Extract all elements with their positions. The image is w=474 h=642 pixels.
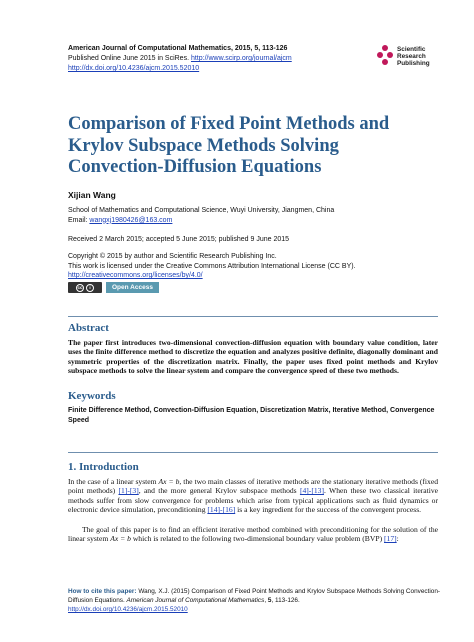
email-label: Email: (68, 216, 90, 224)
p1-text-e: is a key ingredient for the success of the convergent process. (235, 505, 422, 515)
publisher-logo (376, 44, 456, 70)
citation-text-a: Wang, X.J. (2015) Comparison of Fixed Point Methods and Krylov Subspace Methods Solving Convection-Diffusion Equations. (68, 588, 441, 604)
by-icon: i (86, 284, 94, 292)
title-line-2: Krylov Subspace Methods Solving (68, 135, 339, 156)
logo-line-1: Scientific (397, 46, 426, 53)
journal-header (68, 44, 292, 74)
author-name: Xijian Wang (68, 190, 116, 200)
p1-text-c: , and the more general Krylov subspace methods (138, 486, 300, 496)
p2-text-c: : (396, 534, 399, 544)
license-badges (68, 282, 159, 294)
open-access-badge: Open Access (106, 282, 159, 293)
cc-by-badge[interactable] (68, 282, 102, 293)
published-line (68, 54, 292, 64)
citation-doi-link[interactable]: http://dx.doi.org/10.4236/ajcm.2015.52010 (68, 606, 188, 613)
title-line-3: Convection-Diffusion Equations (68, 157, 322, 177)
abstract-text: The paper first introduces two-dimensional convection-diffusion equation with boundary value condition, later uses the finite difference method to discretize the equation and analyzes positive definite, diagonally dominant and symmetric properties of the discretization matrix. Finally, the paper uses fixed point methods and Krylov subspace methods to solve the linear system and compare the convergence speed of these two methods. (68, 338, 438, 375)
intro-paragraph-1 (68, 477, 438, 515)
p1-text-b: , the two main classes of iterative methods are the stationary iterative methods (fixed point methods) (68, 477, 438, 496)
copyright-line: Copyright © 2015 by author and Scientific Research Publishing Inc. (68, 253, 277, 260)
citation-block (68, 587, 440, 614)
email-link[interactable]: wangxj1980426@163.com (89, 216, 173, 224)
publisher-logo-text (397, 46, 430, 67)
citation-text-c: , 113-126. (271, 597, 300, 604)
p1-text-d: . When these two classical iterative methods suffer from slow convergence for problems which arise from typical applications such as fluid dynamics or electronic device simulation, preconditioning (68, 486, 438, 515)
cc-icon: cc (77, 284, 83, 290)
received-dates: Received 2 March 2015; accepted 5 June 2015; published 9 June 2015 (68, 236, 290, 243)
intro-heading: 1. Introduction (68, 461, 139, 473)
license-line: This work is licensed under the Creative Commons Attribution International License (CC BY). (68, 262, 356, 270)
publisher-logo-icon (376, 44, 394, 66)
email-line (68, 216, 334, 226)
citation-journal: American Journal of Computational Mathematics (126, 597, 265, 604)
keywords-text: Finite Difference Method, Convection-Diffusion Equation, Discretization Matrix, Iterative Method, Convergence Speed (68, 407, 435, 424)
affiliation-block (68, 206, 334, 225)
paper-title (68, 114, 398, 179)
ref-link-14-16[interactable]: [14]-[16] (207, 505, 236, 515)
abstract-heading: Abstract (68, 322, 109, 334)
intro-divider (68, 452, 438, 453)
p2-equation: Ax = b (110, 534, 131, 544)
citation-label: How to cite this paper: (68, 588, 139, 595)
license-link[interactable]: http://creativecommons.org/licenses/by/4.0/ (68, 272, 203, 279)
keywords-heading: Keywords (68, 390, 116, 402)
journal-name: American Journal of Computational Mathematics, 2015, 5, 113-126 (68, 45, 288, 52)
published-text: Published Online June 2015 in SciRes. (68, 55, 191, 62)
ref-link-4-13[interactable]: [4]-[13] (299, 486, 324, 496)
ref-link-17[interactable]: [17] (384, 534, 397, 544)
citation-volume: 5 (267, 597, 272, 604)
citation-text-b: , (264, 597, 268, 604)
journal-url-link[interactable]: http://www.scirp.org/journal/ajcm (190, 55, 292, 62)
copyright-block (68, 252, 356, 281)
affiliation: School of Mathematics and Computational Science, Wuyi University, Jiangmen, China (68, 207, 335, 214)
p1-text-a: In the case of a linear system (68, 477, 159, 486)
logo-line-3: Publishing (397, 60, 430, 67)
title-line-1: Comparison of Fixed Point Methods and (68, 114, 390, 134)
intro-paragraph-2 (68, 525, 438, 544)
p2-text-a: The goal of this paper is to find an efficient iterative method combined with preconditioning for the solution of the linear system (68, 525, 438, 544)
logo-line-2: Research (397, 53, 426, 60)
abstract-divider (68, 316, 438, 317)
ref-link-1-3[interactable]: [1]-[3] (118, 486, 139, 496)
p2-text-b: which is related to the following two-dimensional boundary value problem (BVP) (130, 534, 384, 544)
p1-equation: Ax = b (158, 477, 180, 486)
doi-link[interactable]: http://dx.doi.org/10.4236/ajcm.2015.52010 (68, 65, 200, 72)
